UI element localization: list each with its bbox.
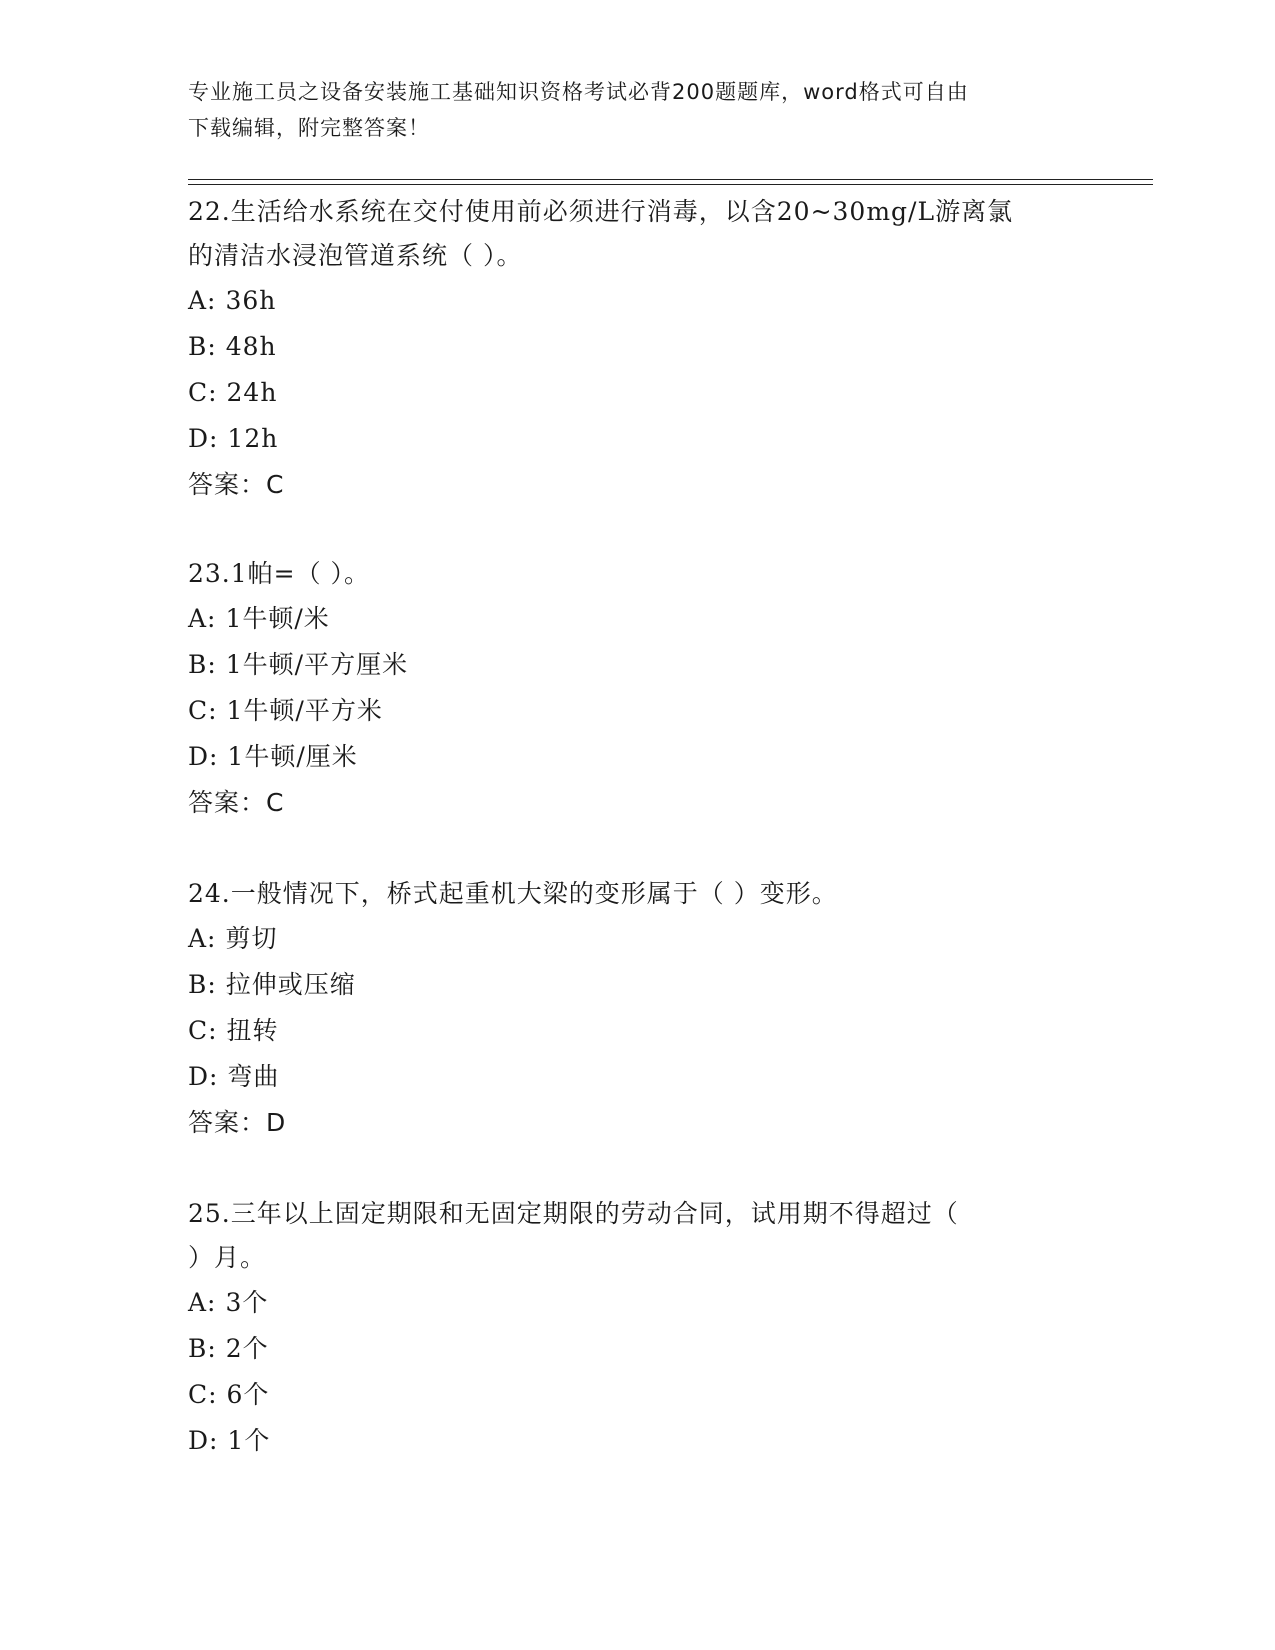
question-24: [188, 872, 1088, 1146]
question-25: [188, 1192, 1088, 1464]
question-22: [188, 190, 1088, 508]
option-b: [188, 1326, 1088, 1372]
option-c: [188, 1008, 1088, 1054]
option-a: [188, 278, 1088, 324]
option-text: 1个: [227, 1426, 271, 1455]
option-d: [188, 416, 1088, 462]
option-text: 36h: [225, 286, 277, 315]
question-23: [188, 552, 1088, 826]
option-a: [188, 916, 1088, 962]
option-text: 3个: [225, 1288, 269, 1317]
option-key: C:: [188, 696, 218, 725]
option-key: A:: [188, 924, 217, 953]
option-d: [188, 734, 1088, 780]
header-line-2: 下载编辑，附完整答案！: [188, 116, 430, 140]
option-c: [188, 1372, 1088, 1418]
option-key: B:: [188, 1334, 217, 1363]
option-key: A:: [188, 286, 217, 315]
option-d: [188, 1418, 1088, 1464]
option-text: 12h: [227, 424, 279, 453]
option-key: D:: [188, 742, 219, 771]
answer: 答案：D: [188, 1108, 287, 1137]
question-stem: 22.生活给水系统在交付使用前必须进行消毒，以含20~30mg/L游离氯: [188, 197, 1014, 226]
option-key: C:: [188, 1016, 218, 1045]
option-key: D:: [188, 1062, 219, 1091]
option-b: [188, 324, 1088, 370]
option-text: 1牛顿/厘米: [227, 742, 358, 771]
option-text: 1牛顿/米: [225, 604, 330, 633]
option-key: D:: [188, 424, 219, 453]
option-a: [188, 596, 1088, 642]
option-key: A:: [188, 604, 217, 633]
header-divider-top: [188, 179, 1153, 180]
option-key: C:: [188, 378, 218, 407]
header-divider-bottom: [188, 184, 1153, 185]
answer: 答案：C: [188, 788, 285, 817]
option-b: [188, 642, 1088, 688]
option-text: 6个: [226, 1380, 270, 1409]
option-c: [188, 688, 1088, 734]
option-text: 24h: [226, 378, 278, 407]
option-d: [188, 1054, 1088, 1100]
option-key: A:: [188, 1288, 217, 1317]
option-text: 剪切: [225, 924, 278, 953]
option-key: D:: [188, 1426, 219, 1455]
option-b: [188, 962, 1088, 1008]
option-key: B:: [188, 650, 217, 679]
option-text: 1牛顿/平方厘米: [225, 650, 409, 679]
option-a: [188, 1280, 1088, 1326]
option-text: 扭转: [226, 1016, 279, 1045]
question-stem: 23.1帕=（ ）。: [188, 559, 371, 588]
question-stem-continued: ）月。: [188, 1243, 267, 1272]
option-c: [188, 370, 1088, 416]
question-stem-continued: 的清洁水浸泡管道系统（ ）。: [188, 241, 523, 270]
answer: 答案：C: [188, 470, 285, 499]
header-line-1: 专业施工员之设备安装施工基础知识资格考试必背200题题库，word格式可自由: [188, 80, 969, 104]
option-text: 弯曲: [227, 1062, 280, 1091]
question-stem: 25.三年以上固定期限和无固定期限的劳动合同，试用期不得超过（: [188, 1199, 959, 1228]
document-header: [188, 74, 1068, 146]
option-text: 1牛顿/平方米: [226, 696, 383, 725]
option-key: B:: [188, 970, 217, 999]
option-text: 48h: [225, 332, 277, 361]
option-text: 2个: [225, 1334, 269, 1363]
option-key: C:: [188, 1380, 218, 1409]
option-text: 拉伸或压缩: [225, 970, 356, 999]
option-key: B:: [188, 332, 217, 361]
question-stem: 24.一般情况下，桥式起重机大梁的变形属于（ ）变形。: [188, 879, 838, 908]
